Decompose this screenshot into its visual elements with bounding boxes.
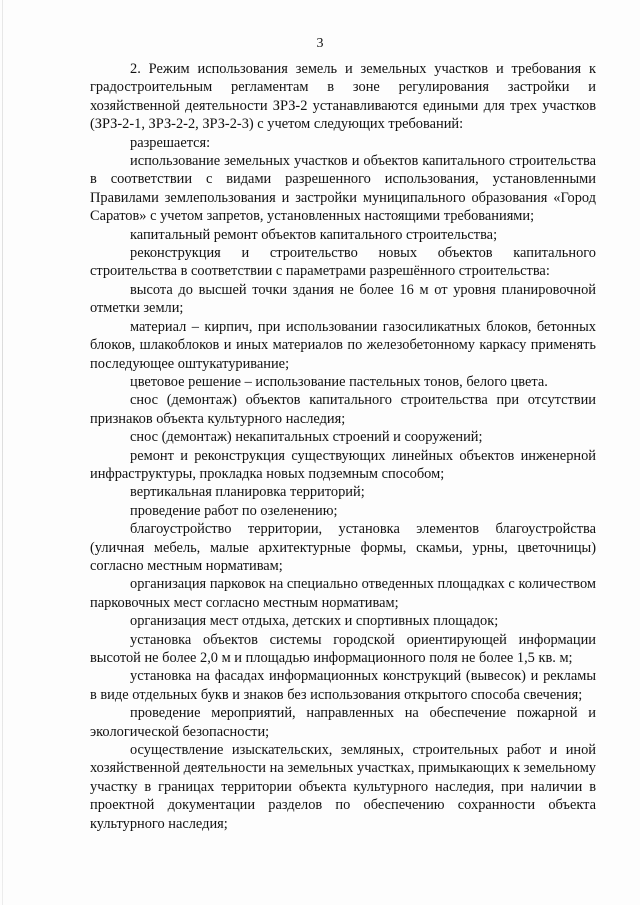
- paragraph: вертикальная планировка территорий;: [130, 484, 365, 501]
- paragraph: установка объектов системы городской ориентирующей информации высотой не более 2,0 м и площадью информационного поля не более 1,5 кв. м;: [90, 631, 596, 666]
- paragraph: капитальный ремонт объектов капитального строительства;: [130, 226, 498, 243]
- paragraph: благоустройство территории, установка элементов благоустройства (уличная мебель, малые архитектурные формы, скамьи, урны, цветочницы) согласно местным нормативам;: [90, 521, 596, 574]
- paragraph: осуществление изыскательских, земляных, строительных работ и иной хозяйственной деятельности на земельных участках, примыкающих к земельному участку в границах территории объекта культурного наследия, при наличии в проектной документации разделов по обеспечению сохранности объекта культурного наследия;: [90, 742, 596, 832]
- paragraph: реконструкция и строительство новых объектов капитального строительства в соответствии с параметрами разрешённого строительства:: [90, 245, 596, 280]
- paragraph: использование земельных участков и объектов капитального строительства в соответствии с видами разрешенного использования, установленными Правилами землепользования и застройки муниципального образования «Город Саратов» с учетом запретов, установленных настоящими требованиями;: [90, 153, 596, 225]
- paragraph: проведение работ по озеленению;: [130, 502, 338, 519]
- paragraph: 2. Режим использования земель и земельных участков и требования к градостроительным регламентам в зоне регулирования застройки и хозяйственной деятельности ЗРЗ-2 устанавливаются едиными для трех участков (ЗРЗ-2-1, ЗРЗ-2-2, ЗРЗ-2-3) с учетом следующих требований:: [90, 61, 596, 133]
- page-number: 3: [316, 36, 324, 51]
- paragraph: высота до высшей точки здания не более 16 м от уровня планировочной отметки земли;: [90, 281, 596, 317]
- document-body: [90, 60, 596, 833]
- paragraph: снос (демонтаж) некапитальных строений и сооружений;: [130, 429, 483, 446]
- paragraph: разрешается:: [130, 134, 211, 151]
- paragraph: ремонт и реконструкция существующих линейных объектов инженерной инфраструктуры, прокладка новых подземным способом;: [90, 447, 596, 482]
- scan-edge: [2, 0, 3, 905]
- paragraph: организация парковок на специально отведенных площадках с количеством парковочных мест согласно местным нормативам;: [90, 576, 596, 611]
- paragraph: снос (демонтаж) объектов капитального строительства при отсутствии признаков объекта культурного наследия;: [90, 392, 596, 427]
- paragraph: материал – кирпич, при использовании газосиликатных блоков, бетонных блоков, шлакоблоков и иных материалов по железобетонному каркасу применять последующее оштукатуривание;: [90, 318, 596, 372]
- paragraph: проведение мероприятий, направленных на обеспечение пожарной и экологической безопасности;: [90, 705, 596, 740]
- paragraph: цветовое решение – использование пастельных тонов, белого цвета.: [130, 373, 548, 390]
- paragraph: установка на фасадах информационных конструкций (вывесок) и рекламы в виде отдельных букв и знаков без использования открытого способа свечения;: [90, 668, 596, 703]
- paragraph: организация мест отдыха, детских и спортивных площадок;: [130, 613, 499, 630]
